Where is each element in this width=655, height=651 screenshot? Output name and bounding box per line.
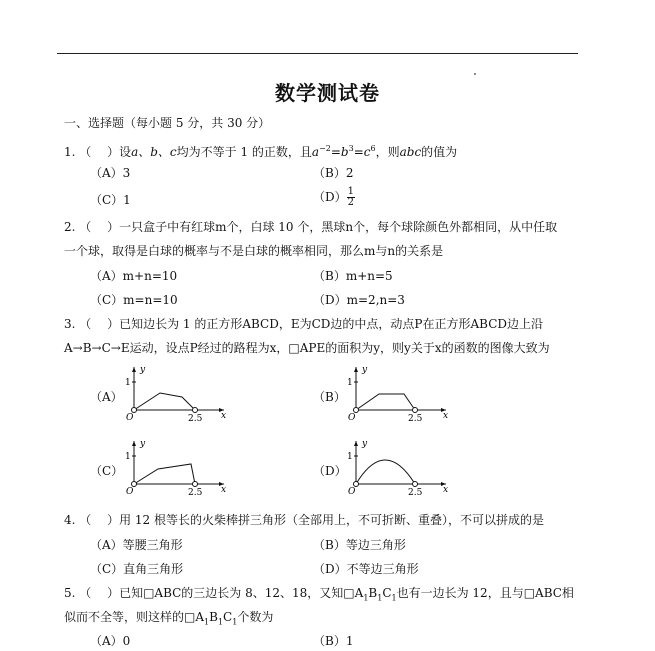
graph-a[interactable] bbox=[120, 364, 230, 424]
q2-option-c[interactable]: （C）m=n=10 bbox=[90, 293, 178, 307]
y-axis-label: y bbox=[140, 365, 146, 375]
question-1-stem: 1. （ ）设a、b、c均为不等于 1 的正数，且$a^{-2}=b^3=c^6$，则abc的值为 bbox=[64, 144, 458, 159]
open-point-start bbox=[354, 482, 359, 487]
curve-c bbox=[134, 464, 195, 484]
origin-label: O bbox=[126, 487, 134, 497]
curve-b bbox=[356, 394, 415, 410]
x-tick-label: 2.5 bbox=[188, 414, 203, 424]
y-tick-label: 1 bbox=[347, 378, 353, 388]
q1-option-a[interactable]: （A）3 bbox=[90, 166, 131, 180]
origin-label: O bbox=[348, 487, 356, 497]
graph-d[interactable] bbox=[342, 438, 452, 498]
question-4-stem: 4. （ ）用 12 根等长的火柴棒拼三角形（全部用上，不可折断、重叠），不可以拼成的是 bbox=[64, 513, 544, 527]
graph-b[interactable] bbox=[342, 364, 452, 424]
q5-option-b[interactable]: （B）1 bbox=[313, 634, 354, 648]
q5-option-a[interactable]: （A）0 bbox=[90, 634, 131, 648]
page-title: 数学测试卷 bbox=[275, 81, 380, 105]
y-axis-label: y bbox=[140, 439, 146, 449]
q4-option-b[interactable]: （B）等边三角形 bbox=[313, 538, 406, 552]
q4-option-c[interactable]: （C）直角三角形 bbox=[90, 562, 184, 576]
section-heading: 一、选择题（每小题 5 分，共 30 分） bbox=[64, 116, 271, 130]
y-axis-label: y bbox=[362, 365, 368, 375]
origin-label: O bbox=[126, 413, 134, 423]
header-rule bbox=[57, 53, 578, 54]
open-point-end bbox=[193, 482, 198, 487]
x-tick-label: 2.5 bbox=[408, 414, 423, 424]
q4-option-a[interactable]: （A）等腰三角形 bbox=[90, 538, 183, 552]
q2-option-b[interactable]: （B）m+n=5 bbox=[313, 269, 393, 283]
open-point-end bbox=[193, 408, 198, 413]
speck bbox=[474, 73, 476, 75]
open-point-start bbox=[354, 408, 359, 413]
y-axis-label: y bbox=[362, 439, 368, 449]
question-2-line2: 一个球，取得是白球的概率与不是白球的概率相同，那么m与n的关系是 bbox=[64, 244, 444, 258]
x-axis-label: x bbox=[443, 411, 449, 421]
y-tick-label: 1 bbox=[125, 452, 131, 462]
y-tick-label: 1 bbox=[347, 452, 353, 462]
q3-option-c[interactable]: （C） bbox=[90, 464, 124, 478]
q1-option-d[interactable]: （D） $\frac{1}{2}$ bbox=[313, 186, 354, 208]
fraction-half: $\frac{1}{2}$ bbox=[347, 186, 354, 208]
q2-option-d[interactable]: （D）m=2,n=3 bbox=[313, 293, 405, 307]
x-axis-label: x bbox=[221, 485, 227, 495]
curve-a bbox=[134, 393, 195, 410]
question-3-line1: 3. （ ）已知边长为 1 的正方形ABCD，E为CD边的中点，动点P在正方形ABCD边上沿 bbox=[64, 317, 544, 331]
question-5-line2: 似而不全等，则这样的$□A_1B_1C_1$个数为 bbox=[64, 610, 274, 627]
question-2-line1: 2. （ ）一只盒子中有红球m个，白球 10 个，黑球n个，每个球除颜色外都相同，从中任取 bbox=[64, 220, 558, 234]
q1-option-b[interactable]: （B）2 bbox=[313, 166, 354, 180]
x-tick-label: 2.5 bbox=[408, 488, 423, 498]
origin-label: O bbox=[348, 413, 356, 423]
open-point-start bbox=[132, 482, 137, 487]
q3-option-a[interactable]: （A） bbox=[90, 390, 123, 404]
question-3-line2: A→B→C→E运动，设点P经过的路程为x，□APE的面积为y，则y关于x的函数的图像大致为 bbox=[64, 341, 550, 355]
graph-c[interactable] bbox=[120, 438, 230, 498]
open-point-end bbox=[413, 482, 418, 487]
curve-d bbox=[356, 460, 415, 484]
q4-option-d[interactable]: （D）不等边三角形 bbox=[313, 562, 419, 576]
q3-option-b[interactable]: （B） bbox=[313, 390, 346, 404]
open-point-end bbox=[413, 408, 418, 413]
x-axis-label: x bbox=[443, 485, 449, 495]
x-axis-label: x bbox=[221, 411, 227, 421]
open-point-start bbox=[132, 408, 137, 413]
question-5-line1: 5. （ ）已知□ABC的三边长为 8、12、18，又知$□A_1B_1C_1$也有一边长为 12，且与□ABC相 bbox=[64, 586, 574, 603]
q2-option-a[interactable]: （A）m+n=10 bbox=[90, 269, 178, 283]
x-tick-label: 2.5 bbox=[188, 488, 203, 498]
q3-option-d[interactable]: （D） bbox=[313, 464, 347, 478]
y-tick-label: 1 bbox=[125, 378, 131, 388]
q1-option-c[interactable]: （C）1 bbox=[90, 193, 131, 207]
